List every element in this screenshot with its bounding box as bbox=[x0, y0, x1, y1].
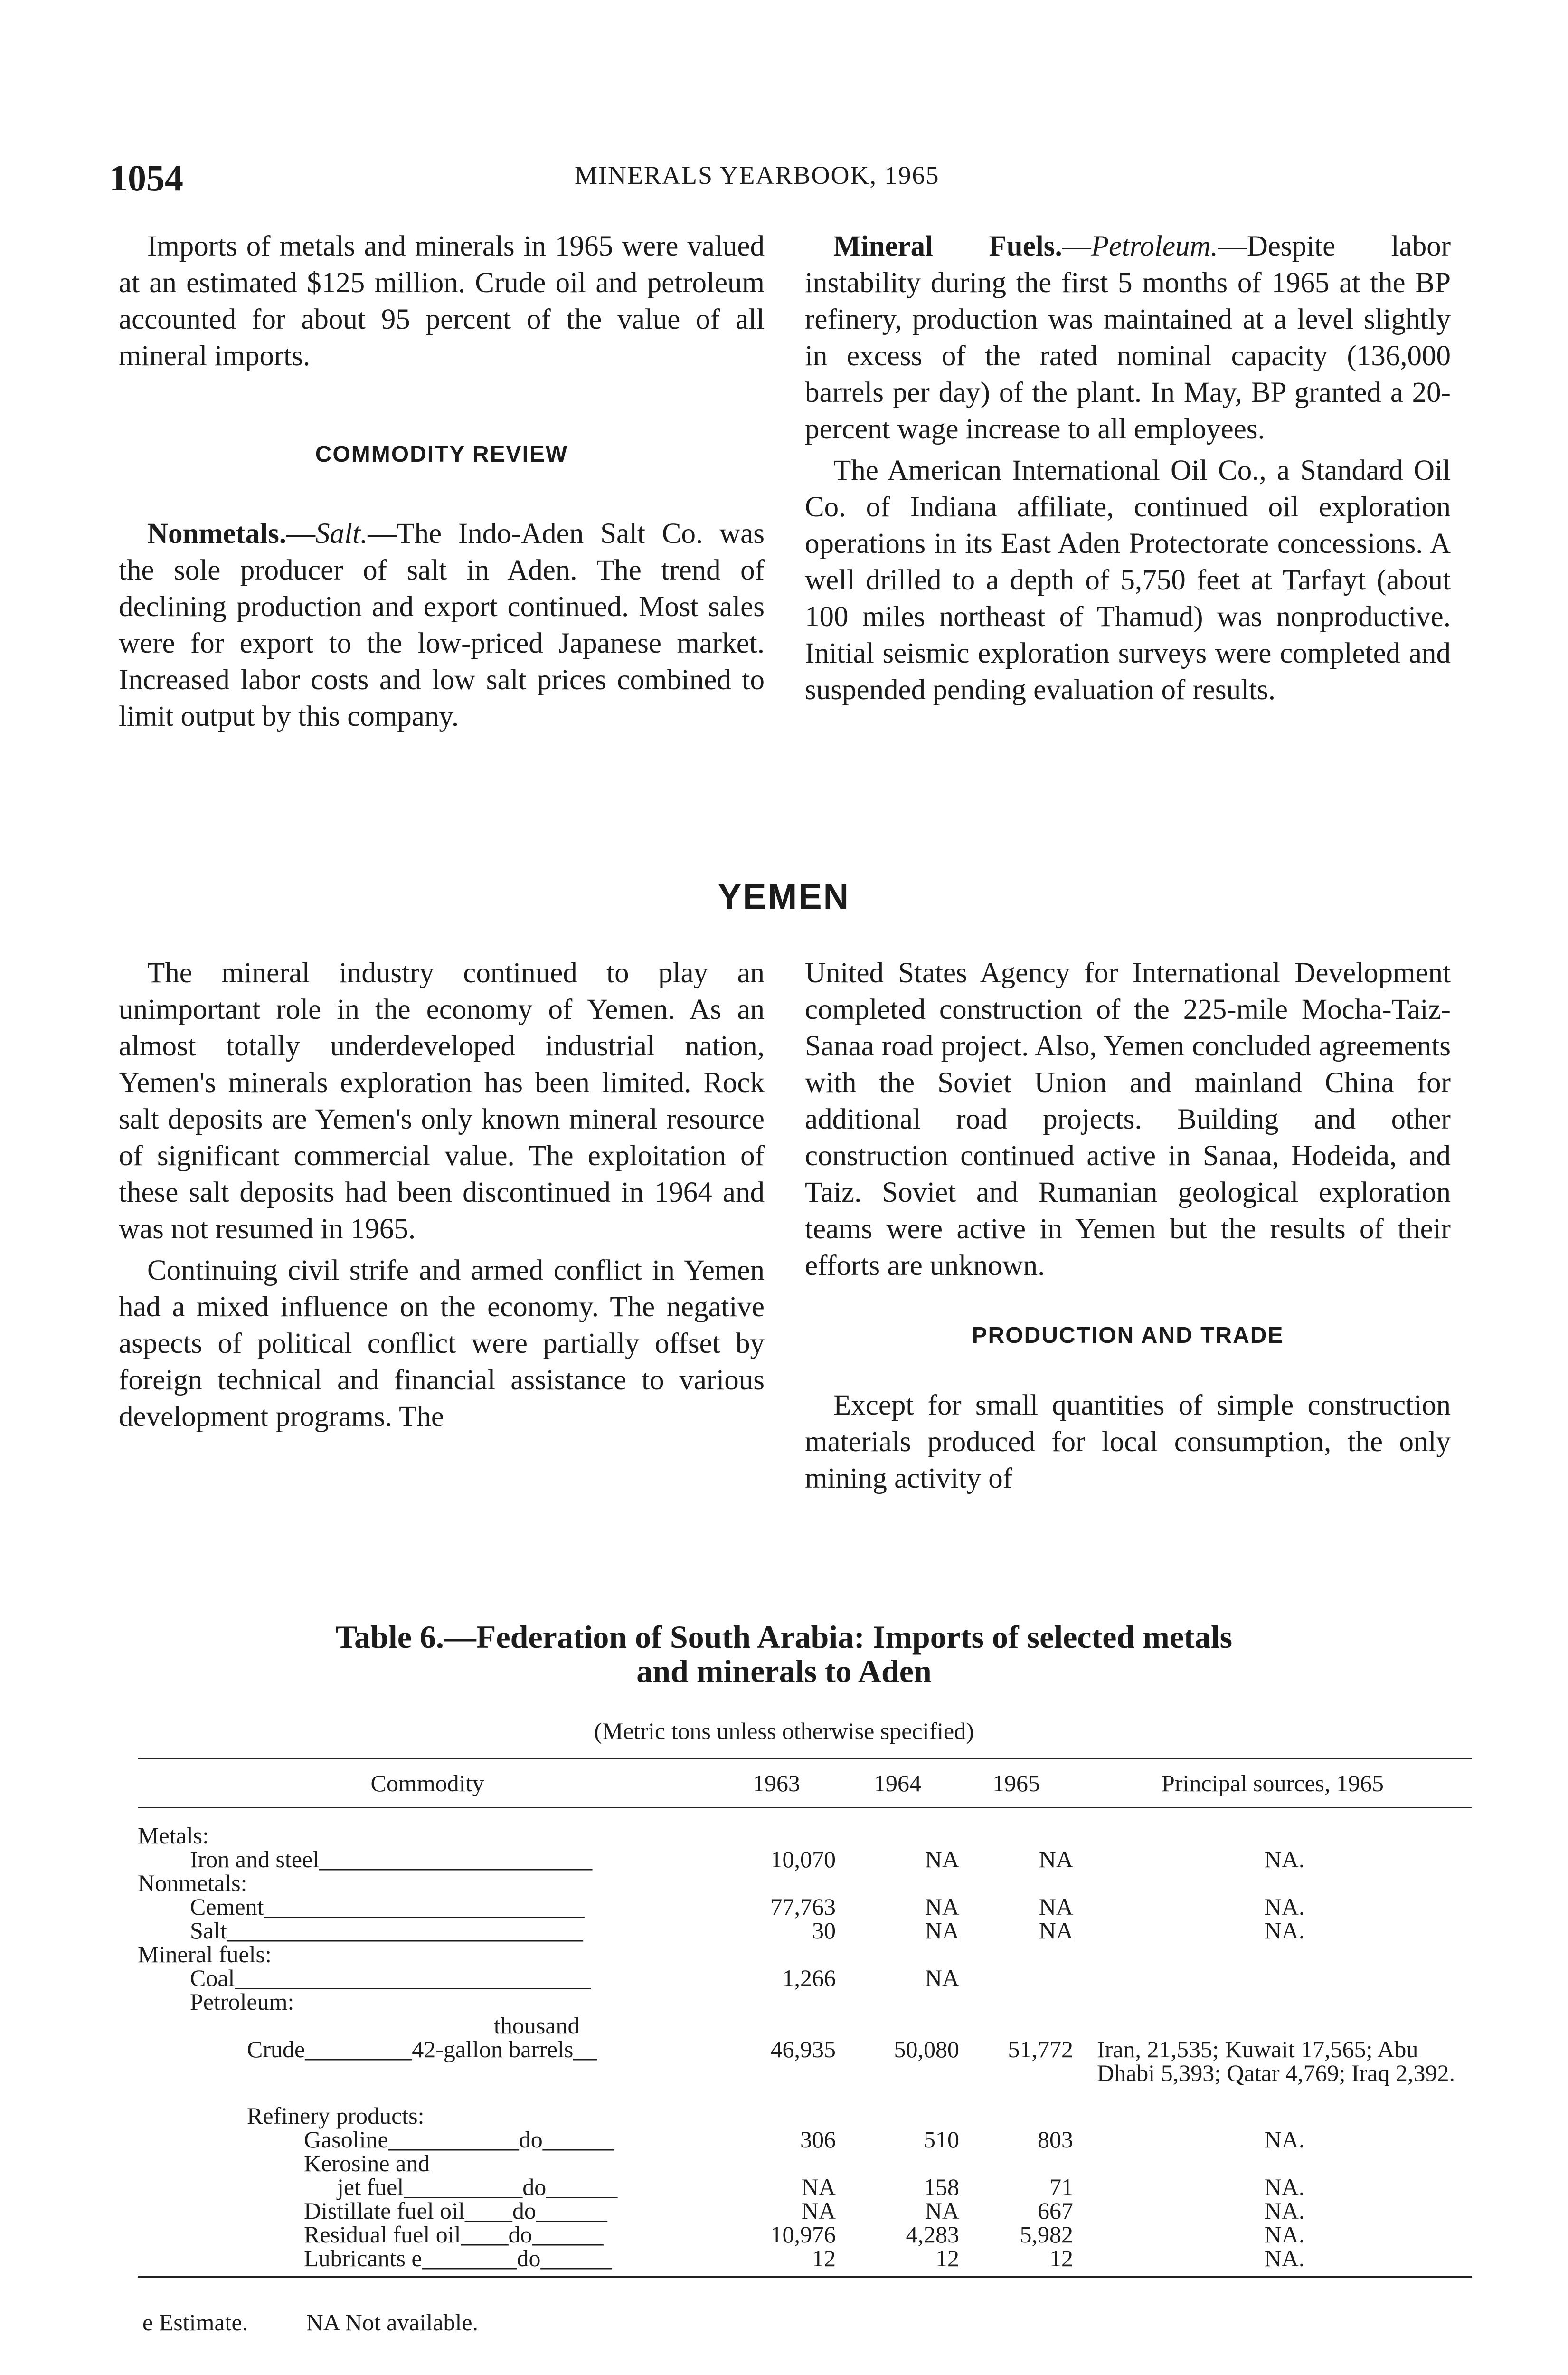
cell-1965 bbox=[959, 2014, 1073, 2037]
cell-sources: NA. bbox=[1264, 1917, 1305, 1944]
cell-1963: 77,763 bbox=[770, 1893, 836, 1920]
cell-1965: 667 bbox=[1038, 2197, 1073, 2224]
table-row bbox=[138, 1871, 1472, 1895]
cell-sources: NA. bbox=[1264, 1893, 1305, 1920]
cell-1965 bbox=[959, 2151, 1073, 2175]
cell-sources bbox=[1073, 1966, 1472, 1990]
cell-commodity: Crude_________42-gallon barrels__ bbox=[247, 2036, 597, 2062]
page-number: 1054 bbox=[109, 157, 183, 199]
cell-commodity: Metals: bbox=[138, 1822, 209, 1849]
petroleum-paragraph bbox=[805, 228, 1451, 447]
cell-1963 bbox=[717, 2085, 836, 2128]
cell-1963: 46,935 bbox=[770, 2036, 836, 2062]
cell-1965: NA bbox=[1039, 1917, 1073, 1944]
cell-1965 bbox=[959, 1808, 1073, 1848]
cell-1963 bbox=[717, 2151, 836, 2175]
cell-1965: NA bbox=[1039, 1893, 1073, 1920]
cell-1963: 30 bbox=[812, 1917, 836, 1944]
imports-table bbox=[138, 1758, 1472, 2278]
salt-text: The Indo-Aden Salt Co. was the sole producer of salt in Aden. The trend of declining production and export continued. Most sales were for export to the low-priced Japanese market. Increased labor costs and low salt prices combined to limit output by this company. bbox=[119, 518, 765, 732]
cell-1964 bbox=[836, 2085, 959, 2128]
table-body bbox=[138, 1808, 1472, 2277]
cell-1964: 158 bbox=[924, 2174, 959, 2200]
cell-sources: NA. bbox=[1264, 2126, 1305, 2153]
cell-1963 bbox=[717, 1871, 836, 1895]
cell-1964: NA bbox=[925, 1965, 959, 1991]
header-1963: 1963 bbox=[717, 1758, 836, 1808]
cell-1965: NA bbox=[1039, 1846, 1073, 1872]
table-row bbox=[138, 2223, 1472, 2246]
cell-1964: NA bbox=[925, 2197, 959, 2224]
cell-1965 bbox=[959, 2085, 1073, 2128]
cell-sources bbox=[1073, 1808, 1472, 1848]
cell-sources: NA. bbox=[1264, 2174, 1305, 2200]
cell-commodity: Lubricants e________do______ bbox=[138, 2246, 717, 2277]
salt-paragraph bbox=[119, 515, 765, 735]
em-dash: — bbox=[368, 518, 397, 550]
cell-1963 bbox=[717, 2014, 836, 2037]
table-row bbox=[138, 2175, 1472, 2199]
table-title bbox=[0, 1620, 1568, 1688]
cell-sources bbox=[1073, 2085, 1472, 2128]
cell-1963: NA bbox=[801, 2197, 836, 2224]
imports-table-container bbox=[138, 1758, 1472, 2278]
cell-1963 bbox=[717, 1990, 836, 2014]
salt-subrunin: Salt. bbox=[315, 518, 368, 550]
mineral-fuels-runin: Mineral Fuels. bbox=[833, 230, 1062, 262]
cell-1963: 306 bbox=[800, 2126, 836, 2153]
aden-right-column bbox=[805, 228, 1451, 708]
petroleum-text: Despite labor instability during the first 5 months of 1965 at the BP refinery, production was maintained at a level slightly in excess of the rated nominal capacity (136,000 barrels per day) of the plant. In May, BP granted a 20-percent wage increase to all employees. bbox=[805, 230, 1451, 445]
cell-1964: 510 bbox=[924, 2126, 959, 2153]
header-1965: 1965 bbox=[959, 1758, 1073, 1808]
cell-1965 bbox=[959, 1871, 1073, 1895]
yemen-paragraph-2: Continuing civil strife and armed conflict in Yemen had a mixed influence on the economy. The negative aspects of political conflict were partially offset by foreign technical and financial assistance to various development programs. The bbox=[119, 1254, 765, 1433]
cell-1964 bbox=[836, 2151, 959, 2175]
cell-1964: 12 bbox=[836, 2246, 959, 2277]
cell-sources bbox=[1073, 1871, 1472, 1895]
table-row bbox=[138, 2199, 1472, 2223]
yemen-left-column bbox=[119, 955, 765, 1435]
cell-1965: 5,982 bbox=[1020, 2221, 1073, 2248]
cell-commodity: Cement___________________________ bbox=[190, 1893, 585, 1920]
cell-1963: 10,070 bbox=[770, 1846, 836, 1872]
aden-left-column bbox=[119, 228, 765, 735]
cell-commodity: Coal______________________________ bbox=[190, 1965, 591, 1991]
cell-commodity: Petroleum: bbox=[190, 1988, 294, 2015]
table-header-row bbox=[138, 1758, 1472, 1808]
table-row bbox=[138, 1990, 1472, 2014]
table-row bbox=[138, 1966, 1472, 1990]
cell-1965 bbox=[959, 1966, 1073, 1990]
table-row bbox=[138, 1919, 1472, 1942]
yemen-heading: YEMEN bbox=[718, 877, 850, 916]
cell-1964 bbox=[836, 1990, 959, 2014]
cell-sources: Iran, 21,535; Kuwait 17,565; Abu Dhabi 5,393; Qatar 4,769; Iraq 2,392. bbox=[1097, 2036, 1455, 2086]
cell-commodity: jet fuel__________do______ bbox=[337, 2174, 618, 2200]
cell-sources bbox=[1073, 2014, 1472, 2037]
table-title-line-1: Table 6.—Federation of South Arabia: Imports of selected metals bbox=[335, 1619, 1233, 1655]
production-trade-heading: PRODUCTION AND TRADE bbox=[972, 1323, 1284, 1348]
footnotes bbox=[142, 2308, 530, 2336]
cell-1964 bbox=[836, 1942, 959, 1966]
cell-sources: NA. bbox=[1264, 2221, 1305, 2248]
petroleum-subrunin: Petroleum. bbox=[1091, 230, 1218, 262]
cell-1965 bbox=[959, 1942, 1073, 1966]
table-row bbox=[138, 1808, 1472, 1848]
table-row bbox=[138, 2246, 1472, 2277]
table-row bbox=[138, 1942, 1472, 1966]
cell-sources: NA. bbox=[1073, 2246, 1472, 2277]
cell-sources bbox=[1073, 1990, 1472, 2014]
cell-1963: 10,976 bbox=[770, 2221, 836, 2248]
cell-sources bbox=[1073, 1942, 1472, 1966]
cell-commodity: Refinery products: bbox=[247, 2102, 425, 2129]
cell-1963 bbox=[717, 1808, 836, 1848]
table-row bbox=[138, 2037, 1472, 2085]
em-dash: — bbox=[286, 518, 316, 550]
cell-sources: NA. bbox=[1264, 1846, 1305, 1872]
cell-commodity: Distillate fuel oil____do______ bbox=[304, 2197, 607, 2224]
cell-1965: 12 bbox=[959, 2246, 1073, 2277]
cell-1964: 4,283 bbox=[906, 2221, 959, 2248]
cell-1964 bbox=[836, 2014, 959, 2037]
nonmetals-runin: Nonmetals. bbox=[147, 518, 287, 550]
cell-commodity: Nonmetals: bbox=[138, 1870, 247, 1896]
yemen-paragraph-1: The mineral industry continued to play an unimportant role in the economy of Yemen. As an almost totally underdeveloped industrial nation, Yemen's minerals exploration has been limited. Rock salt deposits are Yemen's only known mineral resource of significant commercial value. The exploitation of these salt deposits had been discontinued in 1964 and was not resumed in 1965. bbox=[119, 957, 765, 1245]
yemen-right-column bbox=[805, 955, 1451, 1497]
yemen-paragraph-4: Except for small quantities of simple construction materials produced for local consumption, the only mining activity of bbox=[805, 1389, 1451, 1494]
running-title: MINERALS YEARBOOK, 1965 bbox=[575, 161, 940, 190]
table-row bbox=[138, 1847, 1472, 1871]
cell-sources bbox=[1073, 2151, 1472, 2175]
yemen-paragraph-3: United States Agency for International Development completed construction of the 225-mile Mocha-Taiz-Sanaa road project. Also, Yemen concluded agreements with the Soviet Union and mainland China for additional road projects. Building and other construction continued active in Sanaa, Hodeida, and Taiz. Soviet and Rumanian geological exploration teams were active in Yemen but the results of their efforts are unknown. bbox=[805, 957, 1451, 1282]
cell-1963: 1,266 bbox=[782, 1965, 836, 1991]
table-row bbox=[138, 1895, 1472, 1919]
cell-sources: NA. bbox=[1264, 2197, 1305, 2224]
footnote-na: NA Not available. bbox=[306, 2309, 479, 2336]
header-sources: Principal sources, 1965 bbox=[1073, 1758, 1472, 1808]
table-row bbox=[138, 2128, 1472, 2151]
cell-commodity: Mineral fuels: bbox=[138, 1941, 272, 1967]
cell-1964 bbox=[836, 1871, 959, 1895]
aden-intro-paragraph: Imports of metals and minerals in 1965 were valued at an estimated $125 million. Crude oil and petroleum accounted for about 95 percent of the value of all mineral imports. bbox=[119, 230, 765, 372]
table-subtitle: (Metric tons unless otherwise specified) bbox=[594, 1718, 974, 1744]
cell-1963 bbox=[717, 1942, 836, 1966]
cell-commodity: thousand bbox=[494, 2012, 580, 2039]
cell-commodity: Iron and steel_______________________ bbox=[190, 1846, 593, 1872]
cell-1965: 803 bbox=[1038, 2126, 1073, 2153]
footnote-estimate: e Estimate. bbox=[142, 2309, 248, 2336]
commodity-review-heading: COMMODITY REVIEW bbox=[315, 442, 568, 467]
cell-1964: NA bbox=[925, 1846, 959, 1872]
table-title-line-2: and minerals to Aden bbox=[636, 1653, 932, 1689]
header-commodity: Commodity bbox=[138, 1758, 717, 1808]
cell-1963: 12 bbox=[717, 2246, 836, 2277]
cell-commodity: Salt______________________________ bbox=[190, 1917, 583, 1944]
cell-commodity: Gasoline___________do______ bbox=[304, 2126, 614, 2153]
header-1964: 1964 bbox=[836, 1758, 959, 1808]
table-row bbox=[138, 2151, 1472, 2175]
cell-1964: NA bbox=[925, 1917, 959, 1944]
cell-commodity: Residual fuel oil____do______ bbox=[304, 2221, 604, 2248]
cell-1964: NA bbox=[925, 1893, 959, 1920]
cell-1964 bbox=[836, 1808, 959, 1848]
cell-1963: NA bbox=[801, 2174, 836, 2200]
table-row bbox=[138, 2014, 1472, 2037]
cell-1965 bbox=[959, 1990, 1073, 2014]
cell-1964: 50,080 bbox=[894, 2036, 959, 2062]
aioc-paragraph: The American International Oil Co., a Standard Oil Co. of Indiana affiliate, continued oil exploration operations in its East Aden Protectorate concessions. A well drilled to a depth of 5,750 feet at Tarfayt (about 100 miles northeast of Thamud) was nonproductive. Initial seismic exploration surveys were completed and suspended pending evaluation of results. bbox=[805, 455, 1451, 706]
cell-1965: 71 bbox=[1049, 2174, 1073, 2200]
table-row bbox=[138, 2085, 1472, 2128]
cell-1965: 51,772 bbox=[1008, 2036, 1073, 2062]
em-dash: — bbox=[1062, 230, 1091, 262]
em-dash: — bbox=[1218, 230, 1247, 262]
cell-commodity: Kerosine and bbox=[304, 2150, 430, 2176]
